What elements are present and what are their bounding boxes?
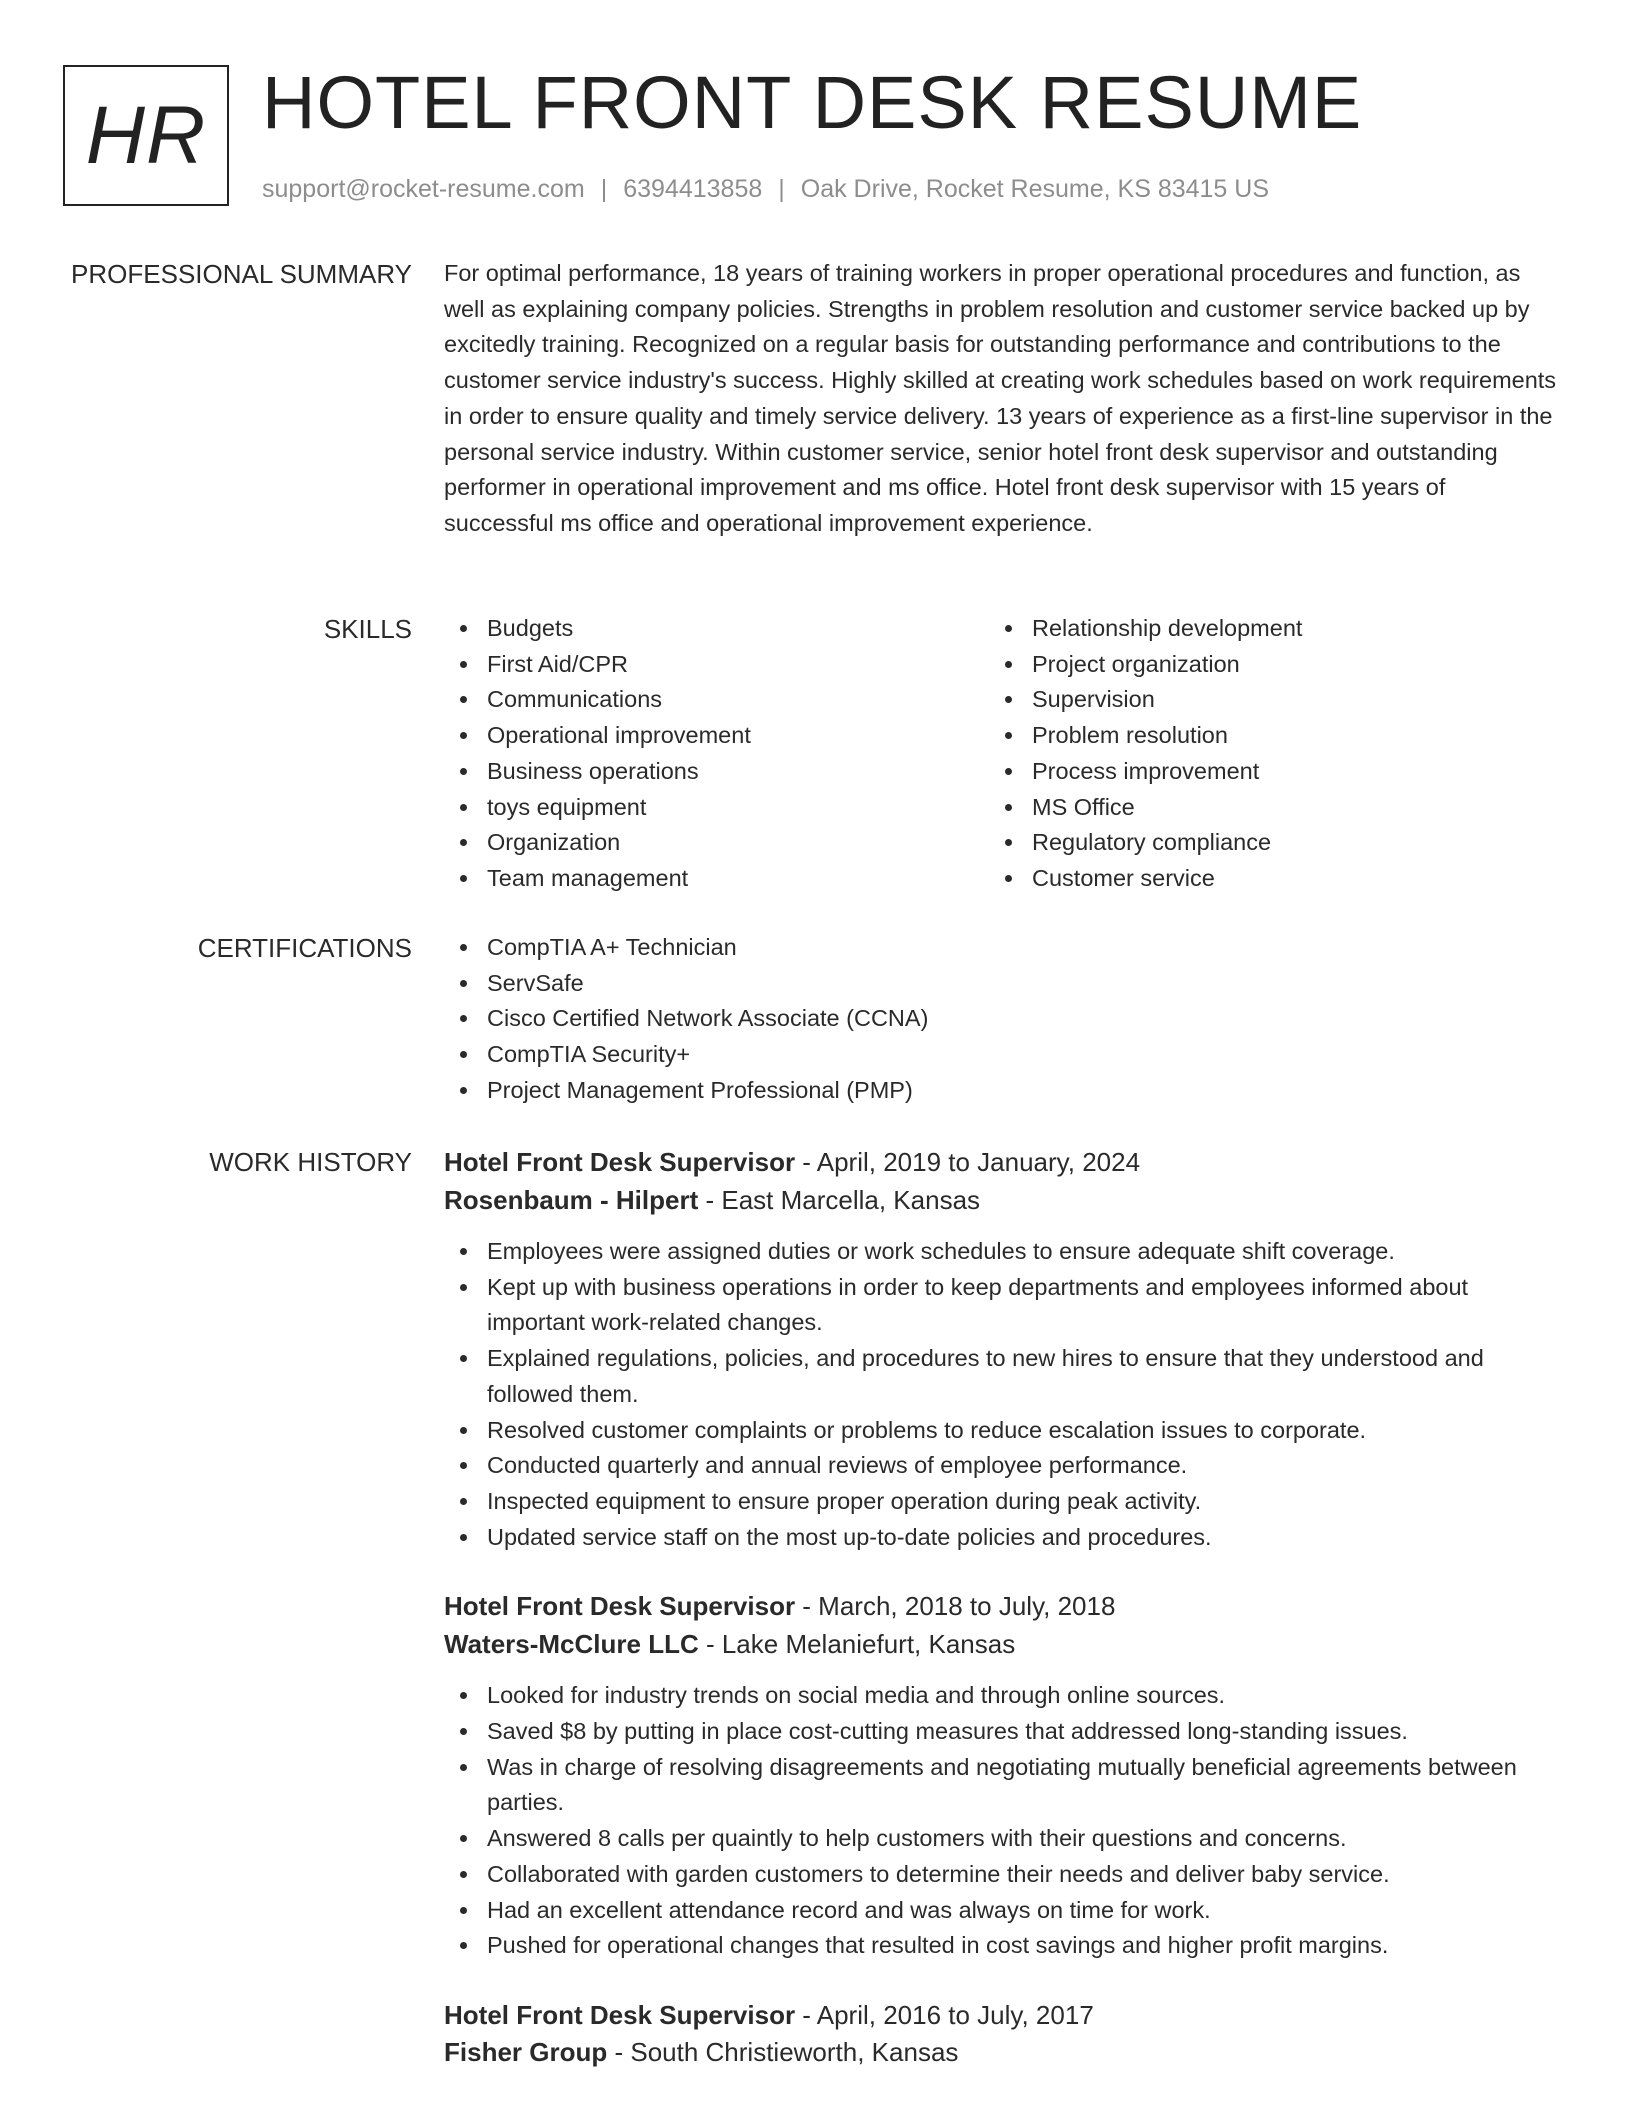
job-duty: Answered 8 calls per quaintly to help customers with their questions and concerns. [444, 1821, 1559, 1857]
skills-list-left [444, 611, 989, 897]
skill-item: Business operations [444, 754, 989, 790]
skills-list-right [989, 611, 1534, 897]
job-duty: Explained regulations, policies, and procedures to new hires to ensure that they understood and followed them. [444, 1341, 1559, 1412]
job-dates: - March, 2018 to July, 2018 [795, 1591, 1116, 1622]
contact-separator: | [778, 175, 785, 203]
job-duty: Was in charge of resolving disagreements and negotiating mutually beneficial agreements between parties. [444, 1750, 1559, 1821]
job-location: - Lake Melaniefurt, Kansas [698, 1628, 1016, 1659]
job-title: Hotel Front Desk Supervisor [444, 1591, 796, 1622]
job-company: Rosenbaum - Hilpert [444, 1184, 699, 1215]
skill-item: Regulatory compliance [989, 825, 1534, 861]
contact-phone[interactable]: 6394413858 [623, 175, 763, 203]
skill-item: Supervision [989, 682, 1534, 718]
skill-item: Organization [444, 825, 989, 861]
job-duty: Saved $8 by putting in place cost-cutting measures that addressed long-standing issues. [444, 1714, 1559, 1750]
skill-item: Operational improvement [444, 718, 989, 754]
contact-separator: | [600, 175, 608, 203]
skill-item: Process improvement [989, 754, 1534, 790]
job-company: Waters-McClure LLC [444, 1628, 699, 1659]
skill-item: Problem resolution [989, 718, 1534, 754]
job-title-line [444, 1588, 1559, 1626]
job-duty: Updated service staff on the most up-to-date policies and procedures. [444, 1520, 1559, 1556]
job-duties-list [444, 1678, 1559, 1964]
summary-body [444, 256, 1559, 542]
certification-item: Cisco Certified Network Associate (CCNA) [444, 1001, 1559, 1037]
monogram-initials: HR [85, 89, 207, 181]
job-duties-list [444, 1234, 1559, 1555]
job-duty: Looked for industry trends on social media and through online sources. [444, 1678, 1559, 1714]
resume-title: HOTEL FRONT DESK RESUME [262, 61, 1363, 144]
skill-item: Budgets [444, 611, 989, 647]
job-company-line [444, 1182, 1559, 1220]
job-duty: Collaborated with garden customers to determine their needs and deliver baby service. [444, 1857, 1559, 1893]
certification-item: Project Management Professional (PMP) [444, 1073, 1559, 1109]
job-duty: Inspected equipment to ensure proper operation during peak activity. [444, 1484, 1559, 1520]
skill-item: Communications [444, 682, 989, 718]
job-duty: Pushed for operational changes that resulted in cost savings and higher profit margins. [444, 1928, 1559, 1964]
summary-text: For optimal performance, 18 years of training workers in proper operational procedures and function, as well as explaining company policies. Strengths in problem resolution and customer service backed up by excitedly training. Recognized on a regular basis for outstanding performance and contributions to the customer service industry's success. Highly skilled at creating work schedules based on work requirements in order to ensure quality and timely service delivery. 13 years of experience as a first-line supervisor in the personal service industry. Within customer service, senior hotel front desk supervisor and outstanding performer in operational improvement and ms office. Hotel front desk supervisor with 15 years of successful ms office and operational improvement experience. [444, 260, 1557, 536]
job-dates: - April, 2016 to July, 2017 [795, 1999, 1094, 2030]
skill-item: First Aid/CPR [444, 647, 989, 683]
job-company: Fisher Group [444, 2037, 608, 2068]
job-company-line [444, 2034, 1559, 2072]
job-entry [444, 1997, 1559, 2072]
contact-email[interactable]: support@rocket-resume.com [262, 175, 585, 203]
job-title: Hotel Front Desk Supervisor [444, 1999, 796, 2030]
skills-columns [444, 611, 1559, 897]
job-duty: Employees were assigned duties or work schedules to ensure adequate shift coverage. [444, 1234, 1559, 1270]
certifications-list [444, 930, 1559, 1109]
skill-item: MS Office [989, 790, 1534, 826]
certification-item: CompTIA Security+ [444, 1037, 1559, 1073]
job-duty: Kept up with business operations in order to keep departments and employees informed about important work-related changes. [444, 1270, 1559, 1341]
certifications-body [444, 930, 1559, 1109]
section-heading-certifications: CERTIFICATIONS [197, 933, 412, 963]
section-heading-work-history: WORK HISTORY [209, 1147, 412, 1177]
skill-item: Team management [444, 861, 989, 897]
monogram-logo [63, 65, 229, 206]
job-title-line [444, 1997, 1559, 2035]
job-duty: Resolved customer complaints or problems to reduce escalation issues to corporate. [444, 1413, 1559, 1449]
job-location: - East Marcella, Kansas [698, 1184, 981, 1215]
job-entry [444, 1588, 1559, 1964]
skill-item: Project organization [989, 647, 1534, 683]
job-duty: Had an excellent attendance record and was always on time for work. [444, 1893, 1559, 1929]
job-title-line [444, 1144, 1559, 1182]
job-title: Hotel Front Desk Supervisor [444, 1147, 796, 1177]
job-dates: - April, 2019 to January, 2024 [795, 1147, 1141, 1177]
skill-item: toys equipment [444, 790, 989, 826]
contact-line [262, 173, 1269, 205]
section-heading-skills: SKILLS [323, 614, 412, 644]
job-duty: Conducted quarterly and annual reviews of employee performance. [444, 1448, 1559, 1484]
section-heading-summary: PROFESSIONAL SUMMARY [71, 259, 412, 289]
job-entry [444, 1144, 1559, 1555]
skill-item: Relationship development [989, 611, 1534, 647]
work-history-body [444, 1144, 1559, 2105]
certification-item: CompTIA A+ Technician [444, 930, 1559, 966]
certification-item: ServSafe [444, 966, 1559, 1002]
skill-item: Customer service [989, 861, 1534, 897]
job-location: - South Christieworth, Kansas [607, 2037, 959, 2068]
contact-address: Oak Drive, Rocket Resume, KS 83415 US [800, 175, 1270, 203]
job-company-line [444, 1626, 1559, 1664]
